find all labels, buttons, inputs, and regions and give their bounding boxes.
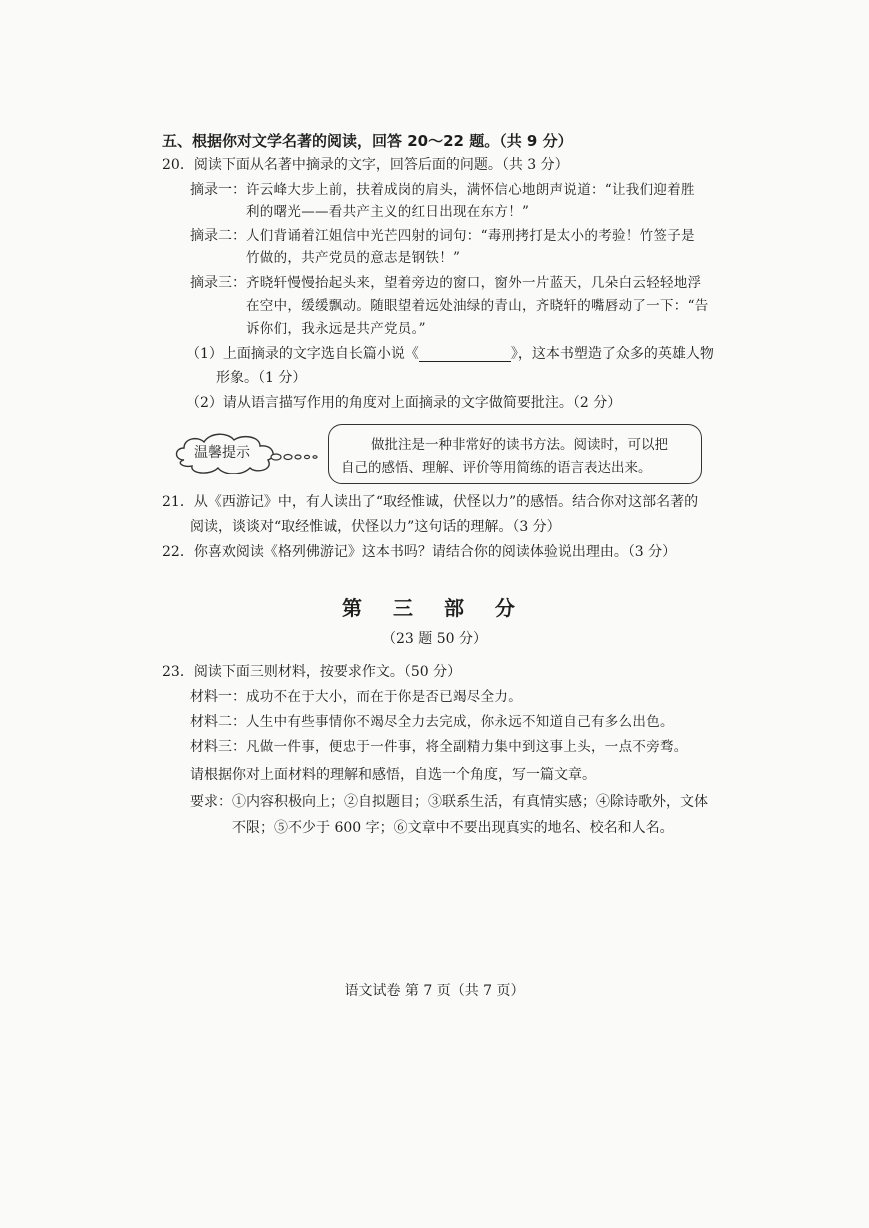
- tip-box: [328, 424, 702, 484]
- part-three-subtitle: （23 题 50 分）: [382, 631, 487, 647]
- excerpt-1-line-1: 许云峰大步上前，扶着成岗的肩头，满怀信心地朗声说道：“让我们迎着胜: [246, 182, 695, 198]
- material-2-text: 人生中有些事情你不竭尽全力去完成，你永远不知道自己有多么出色。: [246, 714, 674, 730]
- question-23-requirements-1: 要求：①内容积极向上；②自拟题目；③联系生活，有真情实感；④除诗歌外，文体: [190, 794, 708, 810]
- question-20-1: [186, 344, 714, 364]
- question-20-1-prefix: （1）上面摘录的文字选自长篇小说《: [186, 346, 419, 362]
- question-20-1-line-2: 形象。（1 分）: [216, 370, 307, 386]
- question-23-instruction: 请根据你对上面材料的理解和感悟，自选一个角度，写一篇文章。: [190, 767, 596, 783]
- question-20-2: （2）请从语言描写作用的角度对上面摘录的文字做简要批注。（2 分）: [186, 395, 622, 411]
- question-23-stem: 23．阅读下面三则材料，按要求作文。（50 分）: [162, 664, 462, 680]
- excerpt-2-line-2: 竹做的，共产党员的意志是钢铁！”: [246, 250, 461, 266]
- part-three-title: 第 三 部 分: [342, 596, 527, 620]
- excerpt-3-label: 摘录三：: [190, 275, 246, 291]
- tip-label: 温馨提示: [194, 445, 250, 461]
- material-3-text: 凡做一件事，便忠于一件事，将全副精力集中到这事上头，一点不旁骛。: [246, 739, 688, 755]
- tip-cloud: [170, 430, 330, 474]
- question-21-line-1: 21．从《西游记》中，有人读出了“取经惟诚，伏怪以力”的感悟。结合你对这部名著的: [162, 494, 699, 510]
- excerpt-3-line-2: 在空中，缓缓飘动。随眼望着远处油绿的青山，齐晓轩的嘴唇动了一下：“告: [246, 298, 709, 314]
- tip-line-2: 自己的感悟、理解、评价等用简练的语言表达出来。: [341, 460, 652, 476]
- excerpt-3-line-3: 诉你们，我永远是共产党员。”: [246, 321, 426, 337]
- excerpt-2-label: 摘录二：: [190, 228, 246, 244]
- tip-line-1: 做批注是一种非常好的读书方法。阅读时，可以把: [371, 437, 668, 453]
- excerpt-3-line-1: 齐晓轩慢慢抬起头来，望着旁边的窗口，窗外一片蓝天，几朵白云轻轻地浮: [246, 275, 702, 291]
- material-1-text: 成功不在于大小，而在于你是否已竭尽全力。: [246, 689, 522, 705]
- question-23-requirements-2: 不限；⑤不少于 600 字；⑥文章中不要出现真实的地名、校名和人名。: [232, 820, 674, 836]
- material-2-label: 材料二：: [190, 714, 246, 730]
- excerpt-1-label: 摘录一：: [190, 182, 246, 198]
- excerpt-1-line-2: 利的曙光——看共产主义的红日出现在东方！”: [246, 204, 530, 220]
- answer-blank[interactable]: [419, 347, 511, 362]
- material-3-label: 材料三：: [190, 739, 246, 755]
- question-21-line-2: 阅读，谈谈对“取经惟诚，伏怪以力”这句话的理解。（3 分）: [190, 519, 561, 535]
- question-20-1-suffix: 》，这本书塑造了众多的英雄人物: [510, 346, 714, 362]
- material-1-label: 材料一：: [190, 689, 246, 705]
- page-footer: 语文试卷 第 7 页（共 7 页）: [344, 983, 525, 999]
- question-20-stem: 20．阅读下面从名著中摘录的文字，回答后面的问题。（共 3 分）: [162, 157, 569, 173]
- section-five-title: 五、根据你对文学名著的阅读，回答 20～22 题。（共 9 分）: [162, 132, 573, 150]
- question-22: 22．你喜欢阅读《格列佛游记》这本书吗？请结合你的阅读体验说出理由。（3 分）: [162, 544, 677, 560]
- excerpt-2-line-1: 人们背诵着江姐信中光芒四射的词句：“毒刑拷打是太小的考验！竹签子是: [246, 228, 695, 244]
